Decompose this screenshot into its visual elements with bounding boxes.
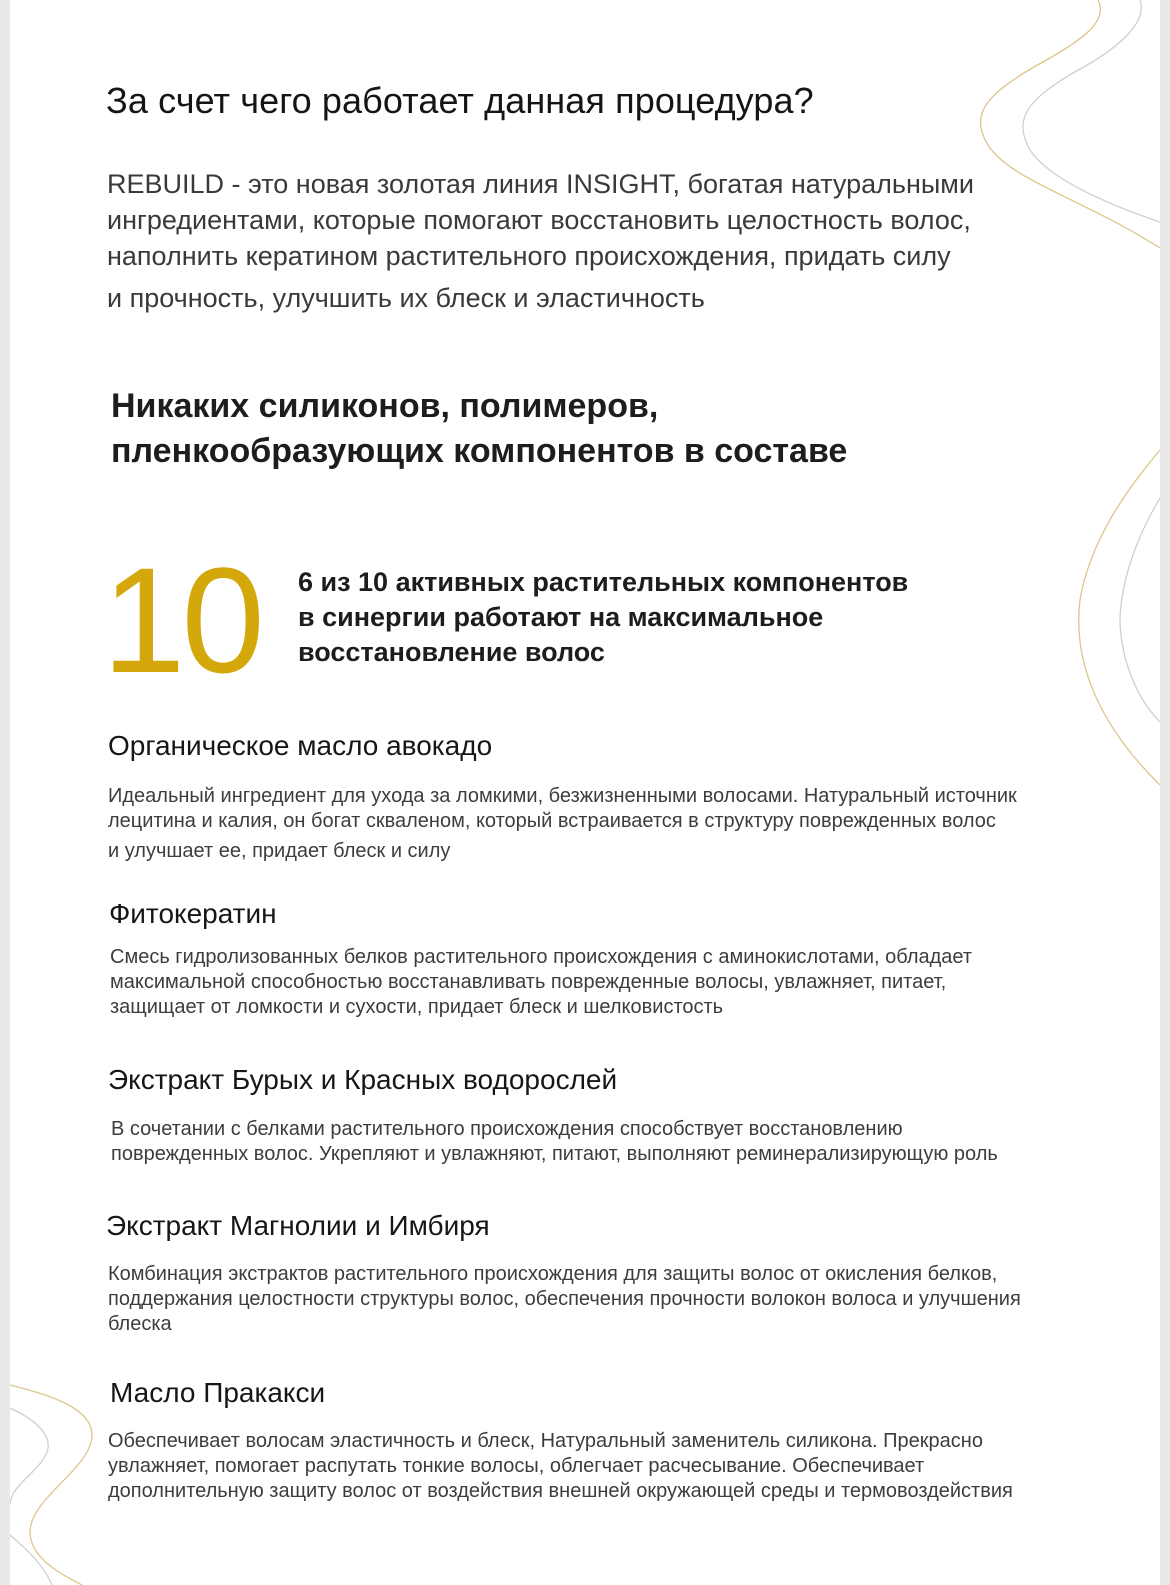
ingredient-line: максимальной способностью восстанавливать поврежденные волосы, увлажняет, питает,	[110, 971, 947, 993]
ingredient-line: Идеальный ингредиент для ухода за ломкими, безжизненными волосами. Натуральный источник	[108, 785, 1017, 807]
ingredient-description	[108, 1429, 1013, 1504]
ingredient-description	[108, 1262, 1021, 1337]
page-title: За счет чего работает данная процедура?	[106, 80, 814, 121]
intro-line: и прочность, улучшить их блеск и эластичность	[107, 283, 705, 313]
ingredient-line: Обеспечивает волосам эластичность и блеск, Натуральный заменитель силикона. Прекрасно	[108, 1430, 983, 1452]
ingredient-line: и улучшает ее, придает блеск и силу	[108, 840, 451, 862]
subheading-line: Никаких силиконов, полимеров,	[111, 387, 659, 425]
no-silicones-heading	[111, 384, 847, 474]
ingredient-line: увлажняет, помогает распутать тонкие волосы, облегчает расчесывание. Обеспечивает	[108, 1455, 925, 1477]
wave-line-gold-right	[1079, 450, 1160, 785]
stat-description	[298, 565, 908, 670]
stat-number: 10	[102, 536, 261, 704]
stat-line: восстановление волос	[298, 637, 605, 667]
wave-line-grey-right	[1120, 498, 1160, 722]
ingredient-description	[110, 945, 972, 1020]
intro-line: REBUILD - это новая золотая линия INSIGHT, богатая натуральными	[107, 169, 974, 199]
ingredient-line: Смесь гидролизованных белков растительного происхождения с аминокислотами, обладает	[110, 946, 973, 968]
wave-line-grey-bottom	[10, 1408, 48, 1505]
ingredient-line: лецитина и калия, он богат скваленом, который встраивается в структуру поврежденных волос	[108, 810, 996, 832]
ingredient-line: В сочетании с белками растительного происхождения способствует восстановлению	[111, 1118, 903, 1140]
wave-line-grey-bottom-2	[10, 1535, 52, 1585]
stat-line: 6 из 10 активных растительных компонентов	[298, 567, 909, 597]
intro-line: ингредиентами, которые помогают восстановить целостность волос,	[107, 205, 971, 235]
intro-line: наполнить кератином растительного происхождения, придать силу	[107, 241, 951, 271]
ingredient-line: поврежденных волос. Укрепляют и увлажняют, питают, выполняют реминерализирующую роль	[111, 1143, 998, 1165]
subheading-line: пленкообразующих компонентов в составе	[111, 432, 848, 470]
ingredient-title: Экстракт Бурых и Красных водорослей	[108, 1064, 618, 1095]
ingredient-line: защищает от ломкости и сухости, придает блеск и шелковистость	[110, 996, 724, 1018]
document-page	[10, 0, 1160, 1585]
ingredient-title: Органическое масло авокадо	[108, 730, 493, 761]
ingredient-line: блеска	[108, 1313, 172, 1335]
wave-line-gold-bottom	[10, 1385, 92, 1585]
ingredient-description	[108, 784, 1017, 864]
stat-line: в синергии работают на максимальное	[298, 602, 824, 632]
intro-paragraph	[107, 166, 1107, 316]
ingredient-line: Комбинация экстрактов растительного происхождения для защиты волос от окисления белков,	[108, 1263, 998, 1285]
ingredient-line: дополнительную защиту волос от воздействия внешней окружающей среды и термовоздействия	[108, 1480, 1013, 1502]
ingredient-title: Масло Пракакси	[110, 1377, 326, 1408]
ingredient-title: Фитокератин	[109, 898, 277, 929]
ingredient-line: поддержания целостности структуры волос, обеспечения прочности волокон волоса и улучшения	[108, 1288, 1021, 1310]
ingredient-description	[111, 1117, 998, 1167]
ingredient-title: Экстракт Магнолии и Имбиря	[106, 1210, 490, 1241]
